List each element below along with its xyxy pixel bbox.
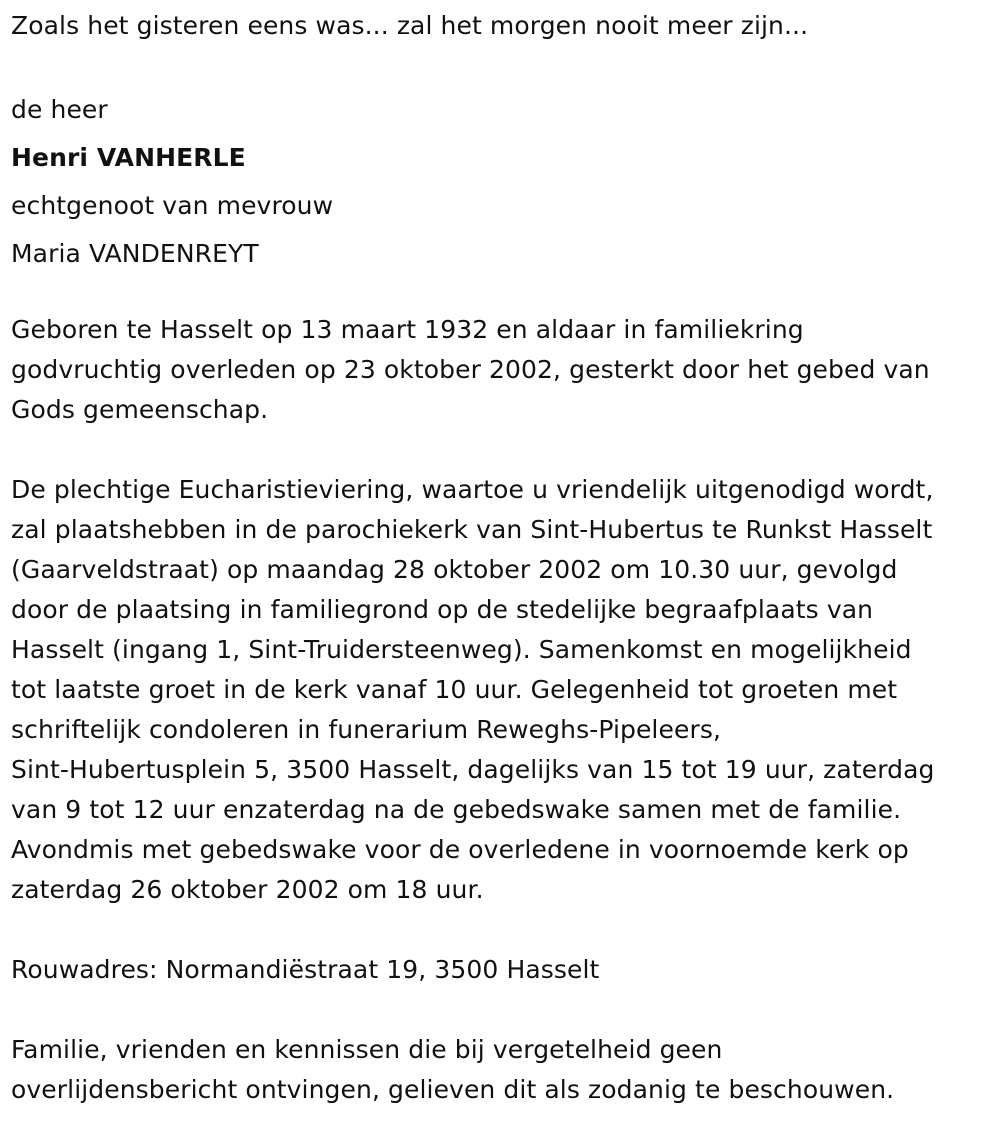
relation-text: echtgenoot van mevrouw (11, 191, 334, 220)
spacer (11, 910, 990, 950)
paragraph-line: Gods gemeenschap. (11, 395, 269, 424)
ceremony-paragraph (11, 470, 990, 910)
birth-paragraph (11, 310, 990, 430)
paragraph-line: (Gaarveldstraat) op maandag 28 oktober 2002 om 10.30 uur, gevolgd (11, 555, 898, 584)
spacer (11, 990, 990, 1030)
paragraph-line: schriftelijk condoleren in funerarium Reweghs-Pipeleers, (11, 715, 721, 744)
paragraph-line: van 9 tot 12 uur enzaterdag na de gebedswake samen met de familie. (11, 795, 902, 824)
paragraph-line: Sint-Hubertusplein 5, 3500 Hasselt, dagelijks van 15 tot 19 uur, zaterdag (11, 755, 935, 784)
paragraph-line: tot laatste groet in de kerk vanaf 10 uur. Gelegenheid tot groeten met (11, 675, 898, 704)
paragraph-line: Geboren te Hasselt op 13 maart 1932 en aldaar in familiekring (11, 315, 804, 344)
paragraph-line: door de plaatsing in familiegrond op de stedelijke begraafplaats van (11, 595, 874, 624)
spacer (11, 278, 990, 310)
spacer (11, 430, 990, 470)
motto: Zoals het gisteren eens was... zal het morgen nooit meer zijn... (11, 11, 809, 40)
paragraph-line: zaterdag 26 oktober 2002 om 18 uur. (11, 875, 484, 904)
paragraph-line: overlijdensbericht ontvingen, gelieven dit als zodanig te beschouwen. (11, 1075, 895, 1104)
paragraph-line: godvruchtig overleden op 23 oktober 2002, gesterkt door het gebed van (11, 355, 930, 384)
deceased-name: Henri VANHERLE (11, 143, 246, 172)
closing-paragraph (11, 1030, 990, 1110)
paragraph-line: zal plaatshebben in de parochiekerk van Sint-Hubertus te Runkst Hasselt (11, 515, 933, 544)
mourning-address: Rouwadres: Normandiëstraat 19, 3500 Hasselt (11, 955, 600, 984)
paragraph-line: Hasselt (ingang 1, Sint-Truidersteenweg). Samenkomst en mogelijkheid (11, 635, 912, 664)
spouse-name: Maria VANDENREYT (11, 239, 259, 268)
paragraph-line: De plechtige Eucharistieviering, waartoe u vriendelijk uitgenodigd wordt, (11, 475, 934, 504)
paragraph-line: Avondmis met gebedswake voor de overledene in voornoemde kerk op (11, 835, 909, 864)
title-prefix: de heer (11, 95, 108, 124)
spacer (11, 46, 990, 86)
paragraph-line: Familie, vrienden en kennissen die bij vergetelheid geen (11, 1035, 723, 1064)
